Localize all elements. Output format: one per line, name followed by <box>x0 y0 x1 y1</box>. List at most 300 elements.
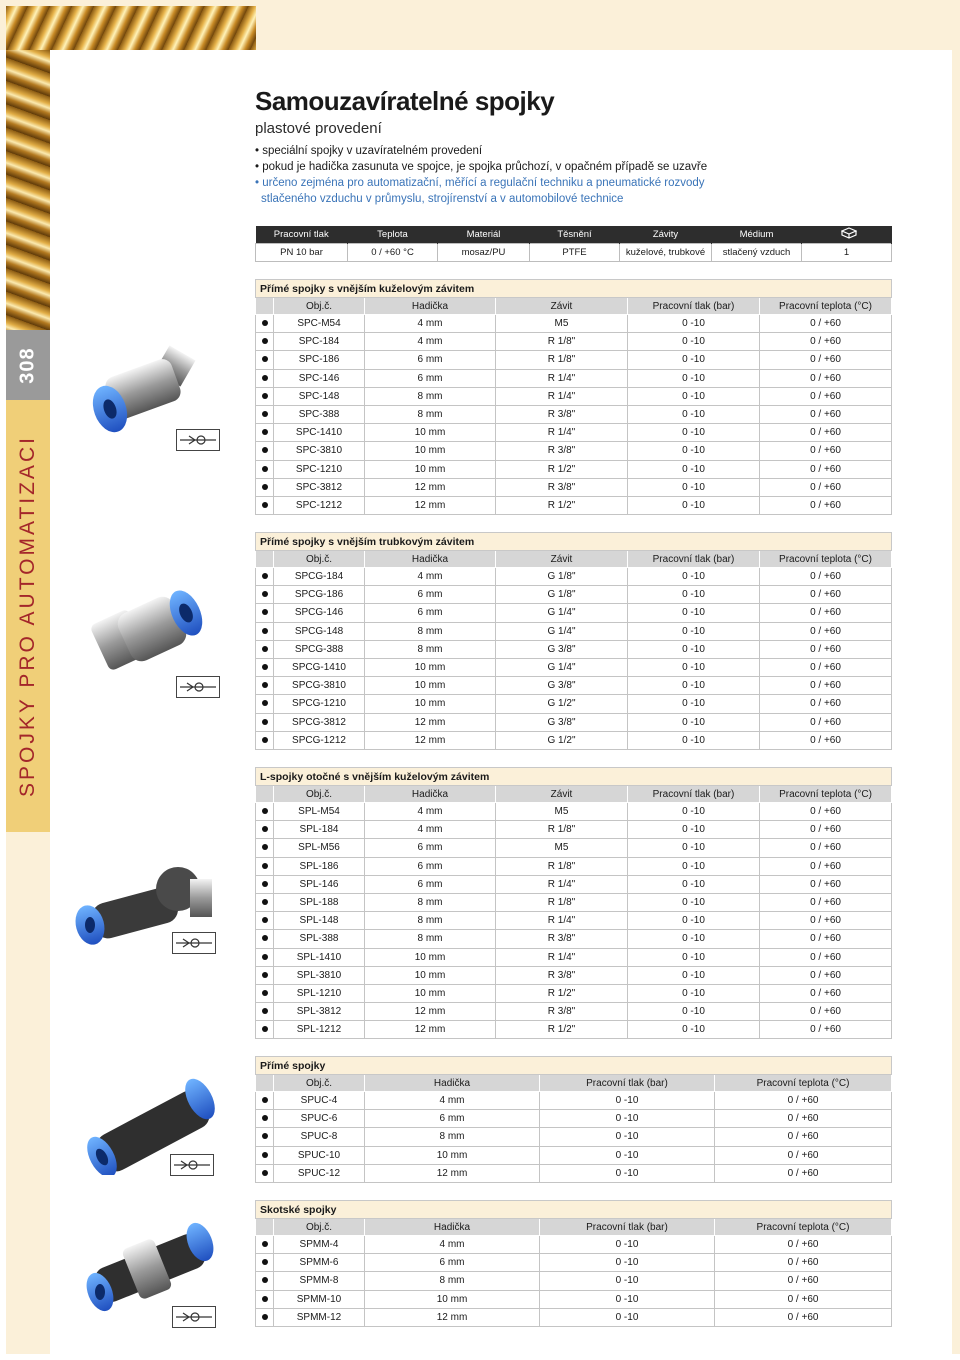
table-cell: 0 -10 <box>628 478 760 496</box>
bullet-cell <box>256 1290 274 1308</box>
connector-symbol-icon <box>176 676 220 698</box>
bullet-dot-icon <box>262 356 268 362</box>
connector-symbol-icon <box>170 1154 214 1176</box>
bullet-cell <box>256 1146 274 1164</box>
table-cell: 0 -10 <box>628 803 760 821</box>
table-cell: 0 -10 <box>628 442 760 460</box>
side-strip-right <box>952 50 960 1354</box>
order-number: SPL-1212 <box>274 1021 365 1039</box>
table-cell: 0 / +60 <box>760 333 892 351</box>
section-title: Přímé spojky <box>256 1057 892 1075</box>
table-cell: R 3/8" <box>496 966 628 984</box>
bullet-dot-icon <box>262 826 268 832</box>
bullet-dot-icon <box>262 338 268 344</box>
table-cell: 0 -10 <box>628 369 760 387</box>
bullet-dot-icon <box>262 899 268 905</box>
table-cell: G 1/2" <box>496 695 628 713</box>
table-cell: R 1/8" <box>496 333 628 351</box>
column-header: Pracovní teplota (°C) <box>760 551 892 568</box>
table-cell: 0 -10 <box>628 405 760 423</box>
product-table-spcg <box>255 532 892 750</box>
bullet-cell <box>256 1110 274 1128</box>
table-cell: 0 -10 <box>540 1128 715 1146</box>
table-cell: 10 mm <box>365 1290 540 1308</box>
feature-item: stlačeného vzduchu v průmyslu, strojírenství a v automobilové technice <box>261 193 624 205</box>
bullet-cell <box>256 315 274 333</box>
bullet-dot-icon <box>262 990 268 996</box>
spec-value: PTFE <box>530 243 620 261</box>
table-row <box>256 1146 892 1164</box>
table-cell: 0 -10 <box>628 622 760 640</box>
table-cell: 0 -10 <box>628 984 760 1002</box>
table-cell: 6 mm <box>365 875 496 893</box>
page-number-text: 308 <box>16 346 39 384</box>
table-cell: R 3/8" <box>496 478 628 496</box>
table-cell: R 1/4" <box>496 424 628 442</box>
order-number: SPC-1210 <box>274 460 365 478</box>
table-cell: 0 -10 <box>628 315 760 333</box>
bullet-cell <box>256 948 274 966</box>
column-header: Hadička <box>365 298 496 315</box>
table-row <box>256 604 892 622</box>
table-cell: 12 mm <box>365 478 496 496</box>
bullet-cell <box>256 857 274 875</box>
table-cell: R 1/8" <box>496 351 628 369</box>
table-cell: 0 -10 <box>540 1308 715 1326</box>
order-number: SPC-3812 <box>274 478 365 496</box>
table-cell: G 1/8" <box>496 586 628 604</box>
spec-value: 0 / +60 °C <box>348 243 438 261</box>
table-row <box>256 1110 892 1128</box>
bullet-dot-icon <box>262 1152 268 1158</box>
bullet-cell <box>256 586 274 604</box>
table-cell: 0 -10 <box>628 658 760 676</box>
table-cell: 8 mm <box>365 1128 540 1146</box>
feature-item: • určeno zejména pro automatizační, měřící a regulační techniku a pneumatické rozvody <box>255 177 705 189</box>
table-cell: 4 mm <box>365 821 496 839</box>
table-cell: 0 / +60 <box>715 1236 892 1254</box>
table-cell: 0 -10 <box>628 424 760 442</box>
bullet-dot-icon <box>262 1314 268 1320</box>
table-cell: 0 -10 <box>628 875 760 893</box>
order-number: SPCG-1410 <box>274 658 365 676</box>
table-cell: 0 -10 <box>628 586 760 604</box>
table-cell: 0 / +60 <box>760 713 892 731</box>
table-cell: 0 / +60 <box>760 351 892 369</box>
table-row <box>256 695 892 713</box>
bullet-dot-icon <box>262 646 268 652</box>
table-cell: 12 mm <box>365 713 496 731</box>
column-header: Pracovní tlak (bar) <box>540 1219 715 1236</box>
table-row <box>256 387 892 405</box>
table-cell: 10 mm <box>365 460 496 478</box>
table-cell: 4 mm <box>365 568 496 586</box>
table-row <box>256 1003 892 1021</box>
bullet-dot-icon <box>262 1170 268 1176</box>
table-cell: 0 -10 <box>628 948 760 966</box>
side-section <box>6 400 50 832</box>
table-cell: 0 / +60 <box>760 369 892 387</box>
order-number: SPCG-146 <box>274 604 365 622</box>
bullet-cell <box>256 893 274 911</box>
table-cell: G 1/4" <box>496 604 628 622</box>
column-header: Obj.č. <box>274 1219 365 1236</box>
table-cell: 0 / +60 <box>760 604 892 622</box>
order-number: SPL-146 <box>274 875 365 893</box>
table-cell: 0 -10 <box>628 731 760 749</box>
order-number: SPC-388 <box>274 405 365 423</box>
bullet-cell <box>256 1128 274 1146</box>
table-cell: 0 / +60 <box>760 1003 892 1021</box>
table-cell: 0 -10 <box>540 1290 715 1308</box>
table-row <box>256 1272 892 1290</box>
table-row <box>256 893 892 911</box>
table-cell: 6 mm <box>365 839 496 857</box>
bullet-dot-icon <box>262 1115 268 1121</box>
table-header-row <box>256 1075 892 1092</box>
page-number <box>6 330 50 400</box>
bullet-dot-icon <box>262 1259 268 1265</box>
table-row <box>256 640 892 658</box>
order-number: SPCG-1210 <box>274 695 365 713</box>
bullet-dot-icon <box>262 954 268 960</box>
product-table-spc <box>255 279 892 515</box>
table-cell: 0 -10 <box>628 333 760 351</box>
spec-header: Závity <box>620 226 712 243</box>
table-cell: 8 mm <box>365 912 496 930</box>
table-cell: 0 / +60 <box>760 460 892 478</box>
order-number: SPC-146 <box>274 369 365 387</box>
order-number: SPUC-6 <box>274 1110 365 1128</box>
table-cell: 0 -10 <box>628 677 760 695</box>
table-cell: G 3/8" <box>496 677 628 695</box>
table-cell: 6 mm <box>365 586 496 604</box>
table-cell: 12 mm <box>365 1003 496 1021</box>
spec-table <box>255 226 892 262</box>
product-table-spmm <box>255 1200 892 1327</box>
bullet-cell <box>256 1003 274 1021</box>
bullet-dot-icon <box>262 719 268 725</box>
table-cell: 0 / +60 <box>760 875 892 893</box>
section-title-row <box>256 280 892 298</box>
order-number: SPMM-8 <box>274 1272 365 1290</box>
connector-symbol-icon <box>172 932 216 954</box>
table-cell: 6 mm <box>365 1254 540 1272</box>
bullet-dot-icon <box>262 573 268 579</box>
order-number: SPC-186 <box>274 351 365 369</box>
table-cell: R 1/8" <box>496 857 628 875</box>
straight-thread-connector-image <box>88 585 208 685</box>
spec-value: 1 <box>802 243 892 261</box>
table-cell: 10 mm <box>365 984 496 1002</box>
table-row <box>256 315 892 333</box>
table-cell: 0 / +60 <box>715 1128 892 1146</box>
bullet-cell <box>256 496 274 514</box>
table-cell: R 3/8" <box>496 930 628 948</box>
order-number: SPCG-186 <box>274 586 365 604</box>
table-row <box>256 460 892 478</box>
table-cell: 0 / +60 <box>760 315 892 333</box>
table-cell: 0 -10 <box>540 1236 715 1254</box>
table-row <box>256 351 892 369</box>
order-number: SPCG-388 <box>274 640 365 658</box>
section-title-row <box>256 768 892 786</box>
bullet-dot-icon <box>262 881 268 887</box>
table-cell: R 1/2" <box>496 460 628 478</box>
table-cell: 0 -10 <box>628 821 760 839</box>
side-section-title: SPOJKY PRO AUTOMATIZACI <box>16 435 39 797</box>
bullet-dot-icon <box>262 863 268 869</box>
bullet-cell <box>256 622 274 640</box>
bullet-dot-icon <box>262 917 268 923</box>
bullet-cell <box>256 460 274 478</box>
table-cell: 0 -10 <box>628 966 760 984</box>
column-header: Obj.č. <box>274 551 365 568</box>
table-header-row <box>256 1219 892 1236</box>
order-number: SPL-388 <box>274 930 365 948</box>
bullet-dot-icon <box>262 844 268 850</box>
table-row <box>256 1290 892 1308</box>
table-cell: 8 mm <box>365 930 496 948</box>
order-number: SPL-3810 <box>274 966 365 984</box>
bullet-cell <box>256 839 274 857</box>
feature-item: • speciální spojky v uzavíratelném provedení <box>255 145 483 157</box>
table-row <box>256 677 892 695</box>
table-row <box>256 803 892 821</box>
column-header: Závit <box>496 298 628 315</box>
spec-value: PN 10 bar <box>256 243 348 261</box>
table-cell: 0 -10 <box>628 912 760 930</box>
table-row <box>256 731 892 749</box>
column-header: Hadička <box>365 786 496 803</box>
table-row <box>256 821 892 839</box>
section-title: Přímé spojky s vnějším kuželovým závitem <box>256 280 892 298</box>
table-row <box>256 1308 892 1326</box>
bullet-cell <box>256 405 274 423</box>
table-row <box>256 586 892 604</box>
table-cell: 0 / +60 <box>760 912 892 930</box>
bullet-column-header <box>256 1219 274 1236</box>
corner-curve <box>50 50 130 130</box>
table-cell: 0 -10 <box>628 1021 760 1039</box>
table-cell: 8 mm <box>365 622 496 640</box>
spec-header: Teplota <box>348 226 438 243</box>
table-cell: 0 / +60 <box>760 387 892 405</box>
bullet-dot-icon <box>262 972 268 978</box>
table-cell: 0 / +60 <box>760 1021 892 1039</box>
order-number: SPUC-10 <box>274 1146 365 1164</box>
table-cell: 0 / +60 <box>715 1272 892 1290</box>
table-cell: 0 / +60 <box>760 496 892 514</box>
table-cell: 0 -10 <box>628 893 760 911</box>
order-number: SPL-3812 <box>274 1003 365 1021</box>
table-cell: 0 / +60 <box>760 966 892 984</box>
order-number: SPMM-4 <box>274 1236 365 1254</box>
bullet-cell <box>256 677 274 695</box>
bullet-dot-icon <box>262 466 268 472</box>
table-cell: 0 / +60 <box>715 1164 892 1182</box>
page-title: Samouzavíratelné spojky <box>255 86 555 116</box>
column-header: Hadička <box>365 1219 540 1236</box>
bullet-dot-icon <box>262 1296 268 1302</box>
section-title: Přímé spojky s vnějším trubkovým závitem <box>256 533 892 551</box>
spec-value: kuželové, trubkové <box>620 243 712 261</box>
bullet-cell <box>256 640 274 658</box>
table-cell: 10 mm <box>365 948 496 966</box>
table-header-row <box>256 786 892 803</box>
spec-value: stlačený vzduch <box>712 243 802 261</box>
table-cell: 12 mm <box>365 1164 540 1182</box>
order-number: SPL-184 <box>274 821 365 839</box>
bullet-cell <box>256 1272 274 1290</box>
bullet-dot-icon <box>262 484 268 490</box>
table-row <box>256 1236 892 1254</box>
table-cell: 0 / +60 <box>760 857 892 875</box>
table-cell: 0 -10 <box>628 351 760 369</box>
bullet-cell <box>256 695 274 713</box>
table-cell: 6 mm <box>365 351 496 369</box>
feature-item: • pokud je hadička zasunuta ve spojce, je spojka průchozí, v opačném případě se uzavře <box>255 161 708 173</box>
table-cell: 4 mm <box>365 803 496 821</box>
table-cell: 0 -10 <box>628 496 760 514</box>
section-title-row <box>256 1057 892 1075</box>
spec-header: Médium <box>712 226 802 243</box>
table-row <box>256 839 892 857</box>
page-subtitle: plastové provedení <box>255 120 382 137</box>
table-header-row <box>256 298 892 315</box>
table-row <box>256 568 892 586</box>
section-title-row <box>256 1201 892 1219</box>
table-row <box>256 713 892 731</box>
table-cell: R 1/4" <box>496 875 628 893</box>
table-row <box>256 658 892 676</box>
table-cell: 0 / +60 <box>715 1146 892 1164</box>
order-number: SPC-3810 <box>274 442 365 460</box>
table-cell: 12 mm <box>365 496 496 514</box>
bullet-cell <box>256 930 274 948</box>
table-cell: R 3/8" <box>496 1003 628 1021</box>
bullet-cell <box>256 442 274 460</box>
table-cell: 0 / +60 <box>760 803 892 821</box>
bullet-cell <box>256 713 274 731</box>
table-cell: R 1/8" <box>496 893 628 911</box>
table-row <box>256 948 892 966</box>
table-cell: R 1/4" <box>496 369 628 387</box>
table-cell: 10 mm <box>365 677 496 695</box>
bullet-dot-icon <box>262 1277 268 1283</box>
feature-list <box>255 143 905 207</box>
column-header: Pracovní teplota (°C) <box>715 1075 892 1092</box>
column-header: Obj.č. <box>274 298 365 315</box>
table-cell: G 1/2" <box>496 731 628 749</box>
bullet-cell <box>256 333 274 351</box>
order-number: SPCG-184 <box>274 568 365 586</box>
table-row <box>256 930 892 948</box>
order-number: SPMM-6 <box>274 1254 365 1272</box>
table-row <box>256 478 892 496</box>
table-cell: G 1/4" <box>496 622 628 640</box>
bullet-cell <box>256 424 274 442</box>
table-cell: 0 / +60 <box>760 424 892 442</box>
spec-header: Materiál <box>438 226 530 243</box>
order-number: SPC-M54 <box>274 315 365 333</box>
connector-symbol-icon <box>176 429 220 451</box>
table-cell: 0 / +60 <box>715 1308 892 1326</box>
table-cell: 12 mm <box>365 1021 496 1039</box>
table-cell: 0 / +60 <box>760 695 892 713</box>
table-cell: 6 mm <box>365 369 496 387</box>
table-cell: R 1/8" <box>496 821 628 839</box>
table-cell: R 1/2" <box>496 984 628 1002</box>
table-cell: 8 mm <box>365 893 496 911</box>
table-cell: 0 -10 <box>540 1146 715 1164</box>
table-cell: 0 / +60 <box>760 839 892 857</box>
table-cell: G 1/4" <box>496 658 628 676</box>
bullet-column-header <box>256 551 274 568</box>
section-title-row <box>256 533 892 551</box>
table-cell: G 3/8" <box>496 640 628 658</box>
bullet-dot-icon <box>262 935 268 941</box>
bullet-dot-icon <box>262 1241 268 1247</box>
table-cell: R 3/8" <box>496 442 628 460</box>
bullet-dot-icon <box>262 609 268 615</box>
table-cell: 0 -10 <box>628 930 760 948</box>
table-cell: 0 / +60 <box>760 442 892 460</box>
order-number: SPL-1410 <box>274 948 365 966</box>
table-cell: 0 / +60 <box>760 893 892 911</box>
bullet-cell <box>256 1021 274 1039</box>
order-number: SPC-1212 <box>274 496 365 514</box>
table-cell: G 3/8" <box>496 713 628 731</box>
bullet-cell <box>256 658 274 676</box>
table-row <box>256 622 892 640</box>
table-row <box>256 369 892 387</box>
bullet-cell <box>256 1092 274 1110</box>
table-cell: 0 -10 <box>628 695 760 713</box>
brass-photo-top <box>6 6 256 50</box>
bullet-dot-icon <box>262 1133 268 1139</box>
table-row <box>256 496 892 514</box>
table-cell: R 1/2" <box>496 1021 628 1039</box>
table-row <box>256 912 892 930</box>
side-strip-bottom <box>6 832 50 1354</box>
spec-header-row <box>256 226 892 243</box>
bullet-cell <box>256 1236 274 1254</box>
order-number: SPCG-1212 <box>274 731 365 749</box>
table-cell: 8 mm <box>365 1272 540 1290</box>
table-cell: G 1/8" <box>496 568 628 586</box>
order-number: SPUC-8 <box>274 1128 365 1146</box>
bullet-cell <box>256 912 274 930</box>
table-cell: 0 / +60 <box>760 930 892 948</box>
bullet-dot-icon <box>262 429 268 435</box>
table-cell: 0 -10 <box>628 387 760 405</box>
table-cell: 12 mm <box>365 1308 540 1326</box>
table-cell: 0 / +60 <box>715 1110 892 1128</box>
order-number: SPMM-10 <box>274 1290 365 1308</box>
bullet-dot-icon <box>262 700 268 706</box>
box-icon <box>802 226 892 243</box>
order-number: SPL-M56 <box>274 839 365 857</box>
table-cell: 0 / +60 <box>760 821 892 839</box>
order-number: SPC-1410 <box>274 424 365 442</box>
product-table-spuc <box>255 1056 892 1183</box>
brass-photo-side <box>6 50 50 330</box>
bullet-dot-icon <box>262 1008 268 1014</box>
bullet-cell <box>256 821 274 839</box>
order-number: SPC-148 <box>274 387 365 405</box>
section-title: Skotské spojky <box>256 1201 892 1219</box>
